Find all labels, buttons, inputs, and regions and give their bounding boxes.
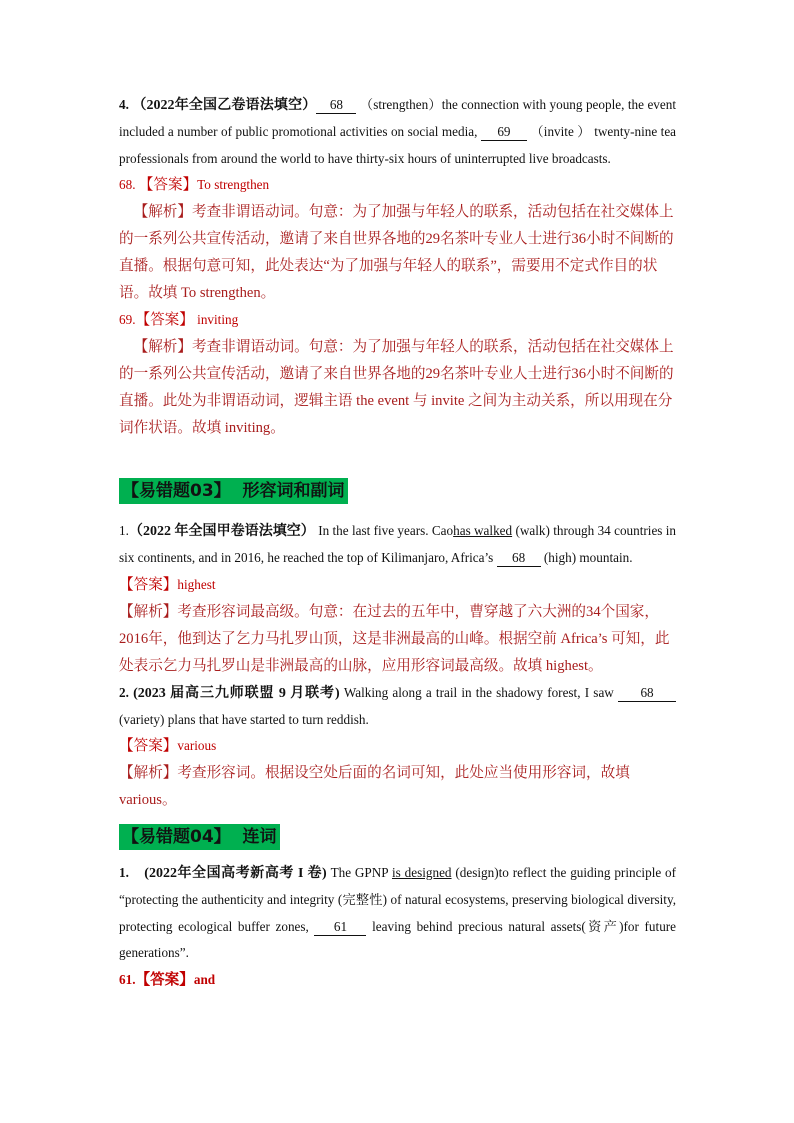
answer-number: 61. xyxy=(119,971,136,987)
heading-prefix: 【易错题 xyxy=(122,827,190,847)
heading-suffix: 】 xyxy=(213,481,231,501)
question-text: （strengthen）the connection with young people, the event included a number of public promotional activities on social media, xyxy=(119,97,676,139)
question-text-2: (design)to reflect the guiding principle of “protecting the authenticity and integrity (完整性) of natural ecosystems, preserving biological diversity, protecting ecological buffer zones, xyxy=(119,865,677,934)
question-text-rest: twenty-nine tea professionals from around the world to have thirty-six hours of uninterrupted live broadcasts. xyxy=(119,124,677,166)
answer-blank-68: 68 xyxy=(618,685,676,702)
answer-value: To strengthen xyxy=(197,177,270,192)
heading-number: 03 xyxy=(190,481,214,501)
explanation-label: 【解析】 xyxy=(119,765,178,781)
answer-label: 【答案】 xyxy=(119,576,178,593)
section-heading-03 xyxy=(119,478,676,504)
explanation-69 xyxy=(119,334,676,442)
question-number: 4. xyxy=(119,97,129,112)
explanation-s3-1 xyxy=(119,599,676,680)
answer-value: inviting xyxy=(197,312,239,327)
answer-68 xyxy=(119,172,676,199)
answer-label: 【答案】 xyxy=(135,312,194,328)
question-text-2: (walk) through 34 countries in six continents, and in 2016, he reached the top of Kilimanjaro, Africa’s xyxy=(119,523,677,565)
explanation-label: 【解析】 xyxy=(133,339,192,355)
question-source: (2023 届高三九师联盟 9 月联考) xyxy=(133,685,340,701)
answer-value: highest xyxy=(177,576,216,592)
explanation-text: 考查非谓语动词。句意：为了加强与年轻人的联系，活动包括在社交媒体上的一系列公共宣传活动，邀请了来自世界各地的29名茶叶专业人士进行36小时不间断的直播。此处为非谓语动词，逻辑主语 the event 与 invite 之间为主动关系，所以用现在分词作状语。故填 inviting。 xyxy=(119,339,674,436)
answer-value: various xyxy=(177,738,217,753)
question-s3-1 xyxy=(119,518,676,572)
answer-number: 68. xyxy=(119,177,136,192)
answer-label: 【答案】 xyxy=(135,971,194,988)
answer-blank-68: 68 xyxy=(497,550,541,567)
explanation-text: 考查形容词。根据设空处后面的名词可知，此处应当使用形容词，故填 various。 xyxy=(119,765,630,808)
section-heading-04 xyxy=(119,824,676,850)
answer-value: and xyxy=(193,971,216,987)
answer-blank-69: 69 xyxy=(481,124,527,141)
question-hint: （invite ） xyxy=(530,124,591,139)
explanation-label: 【解析】 xyxy=(133,204,192,220)
heading-number: 04 xyxy=(190,827,214,847)
question-number: 1. xyxy=(119,865,129,880)
filled-answer: has walked xyxy=(453,523,513,538)
question-number: 1. xyxy=(119,523,129,538)
answer-label: 【答案】 xyxy=(119,738,178,754)
answer-number: 69. xyxy=(119,312,136,327)
answer-blank-68: 68 xyxy=(316,97,356,114)
answer-s3-2 xyxy=(119,733,676,760)
heading-suffix: 】 xyxy=(213,827,231,847)
question-text: In the last five years. Cao xyxy=(318,523,454,538)
answer-label: 【答案】 xyxy=(138,177,198,193)
explanation-68 xyxy=(119,199,676,307)
explanation-text: 考查非谓语动词。句意：为了加强与年轻人的联系，活动包括在社交媒体上的一系列公共宣传活动，邀请了来自世界各地的29名茶叶专业人士进行36小时不间断的直播。根据句意可知，此处表达“为了加强与年轻人的联系”，需要用不定式作目的状语。故填 To strengthen。 xyxy=(119,204,674,301)
heading-title: 连词 xyxy=(242,827,277,847)
filled-answer: is designed xyxy=(392,865,452,880)
question-s3-2 xyxy=(119,680,676,734)
question-4 xyxy=(119,92,676,172)
heading-prefix: 【易错题 xyxy=(122,481,190,501)
answer-69 xyxy=(119,307,676,334)
answer-s4-1 xyxy=(119,967,676,994)
answer-s3-1 xyxy=(119,572,676,599)
question-s4-1 xyxy=(119,860,676,967)
question-source: （2022年全国乙卷语法填空） xyxy=(132,98,317,113)
question-text: Walking along a trail in the shadowy forest, I saw xyxy=(343,684,614,700)
question-source: (2022年全国高考新高考 I 卷) xyxy=(144,866,327,881)
question-text-3: leaving behind precious natural assets(资产)for future generations”. xyxy=(119,918,677,960)
explanation-label: 【解析】 xyxy=(119,603,178,620)
document-page xyxy=(119,0,676,994)
question-number: 2. xyxy=(119,684,129,700)
heading-title: 形容词和副词 xyxy=(242,481,345,501)
answer-blank-61: 61 xyxy=(314,919,366,936)
question-text-2: (variety) plans that have started to turn reddish. xyxy=(119,711,369,727)
question-text-3: (high) mountain. xyxy=(543,550,633,565)
explanation-text: 考查形容词最高级。句意：在过去的五年中，曹穿越了六大洲的34个国家，2016年，他到达了乞力马扎罗山顶，这是非洲最高的山峰。根据空前 Africa’s 可知，此处表示乞力马扎罗山是非洲最高的山脉，应用形容词最高级。故填 highest。 xyxy=(119,603,670,674)
question-source: （2022 年全国甲卷语法填空） xyxy=(128,524,315,539)
explanation-s3-2 xyxy=(119,760,676,814)
question-text: The GPNP xyxy=(330,865,389,880)
